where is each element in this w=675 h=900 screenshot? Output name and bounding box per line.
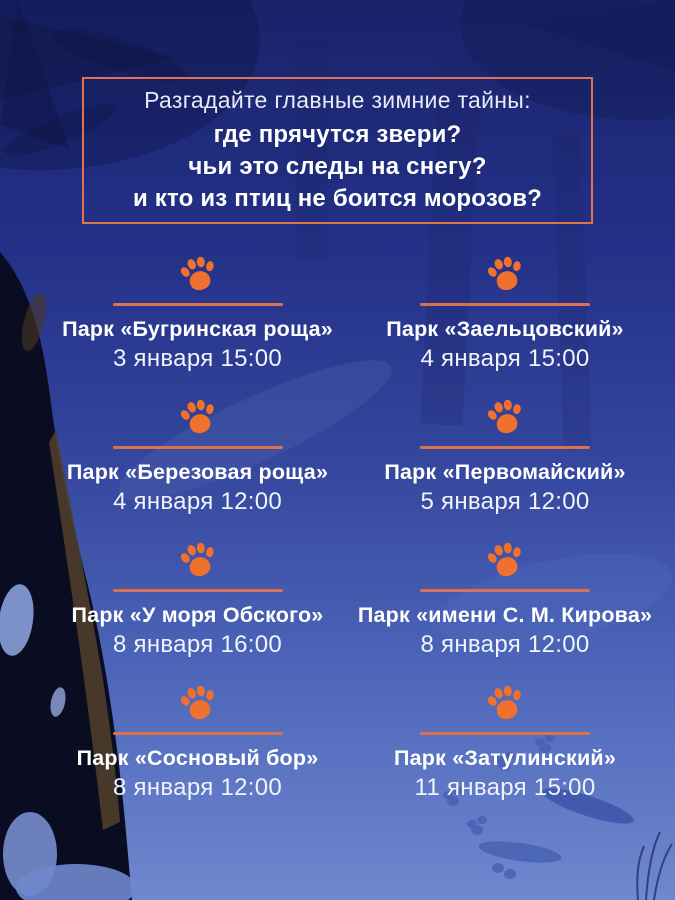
header-box: [82, 77, 593, 224]
paw-print-icon: [178, 255, 218, 293]
event-card: [360, 250, 650, 393]
header-question-2: чьи это следы на снегу?: [188, 152, 487, 180]
event-park-name: Парк «Березовая роща»: [66, 460, 329, 484]
event-card: [357, 536, 653, 679]
event-datetime: 8 января 16:00: [112, 631, 283, 658]
event-card: [35, 536, 360, 679]
paw-print-icon: [485, 398, 525, 436]
events-grid: [35, 250, 653, 822]
event-divider: [420, 303, 590, 306]
event-divider: [420, 589, 590, 592]
event-divider: [420, 732, 590, 735]
event-datetime: 11 января 15:00: [414, 774, 596, 801]
paw-print-icon: [178, 541, 218, 579]
header-question-3: и кто из птиц не боится морозов?: [132, 184, 543, 212]
event-card: [360, 393, 650, 536]
paw-print-icon: [485, 541, 525, 579]
event-datetime: 8 января 12:00: [112, 774, 283, 801]
event-park-name: Парк «имени С. М. Кирова»: [357, 603, 653, 627]
event-datetime: 3 января 15:00: [112, 345, 283, 372]
event-datetime: 4 января 15:00: [420, 345, 590, 372]
event-park-name: Парк «Сосновый бор»: [76, 746, 319, 770]
event-card: [35, 393, 360, 536]
header-intro: Разгадайте главные зимние тайны:: [144, 86, 531, 113]
event-divider: [420, 446, 590, 449]
event-card: [35, 250, 360, 393]
event-divider: [113, 303, 283, 306]
event-park-name: Парк «Бугринская роща»: [62, 317, 333, 341]
event-park-name: Парк «Затулинский»: [394, 746, 616, 770]
event-park-name: Парк «У моря Обского»: [71, 603, 324, 627]
event-divider: [113, 446, 283, 449]
event-datetime: 4 января 12:00: [112, 488, 283, 515]
event-divider: [113, 732, 283, 735]
header-question-1: где прячутся звери?: [213, 120, 462, 148]
event-park-name: Парк «Заельцовский»: [386, 317, 624, 341]
paw-print-icon: [485, 684, 525, 722]
event-park-name: Парк «Первомайский»: [384, 460, 626, 484]
event-card: [35, 679, 360, 822]
event-divider: [113, 589, 283, 592]
event-datetime: 8 января 12:00: [420, 631, 590, 658]
event-card: [360, 679, 650, 822]
paw-print-icon: [485, 255, 525, 293]
paw-print-icon: [178, 684, 218, 722]
event-datetime: 5 января 12:00: [420, 488, 590, 515]
paw-print-icon: [178, 398, 218, 436]
